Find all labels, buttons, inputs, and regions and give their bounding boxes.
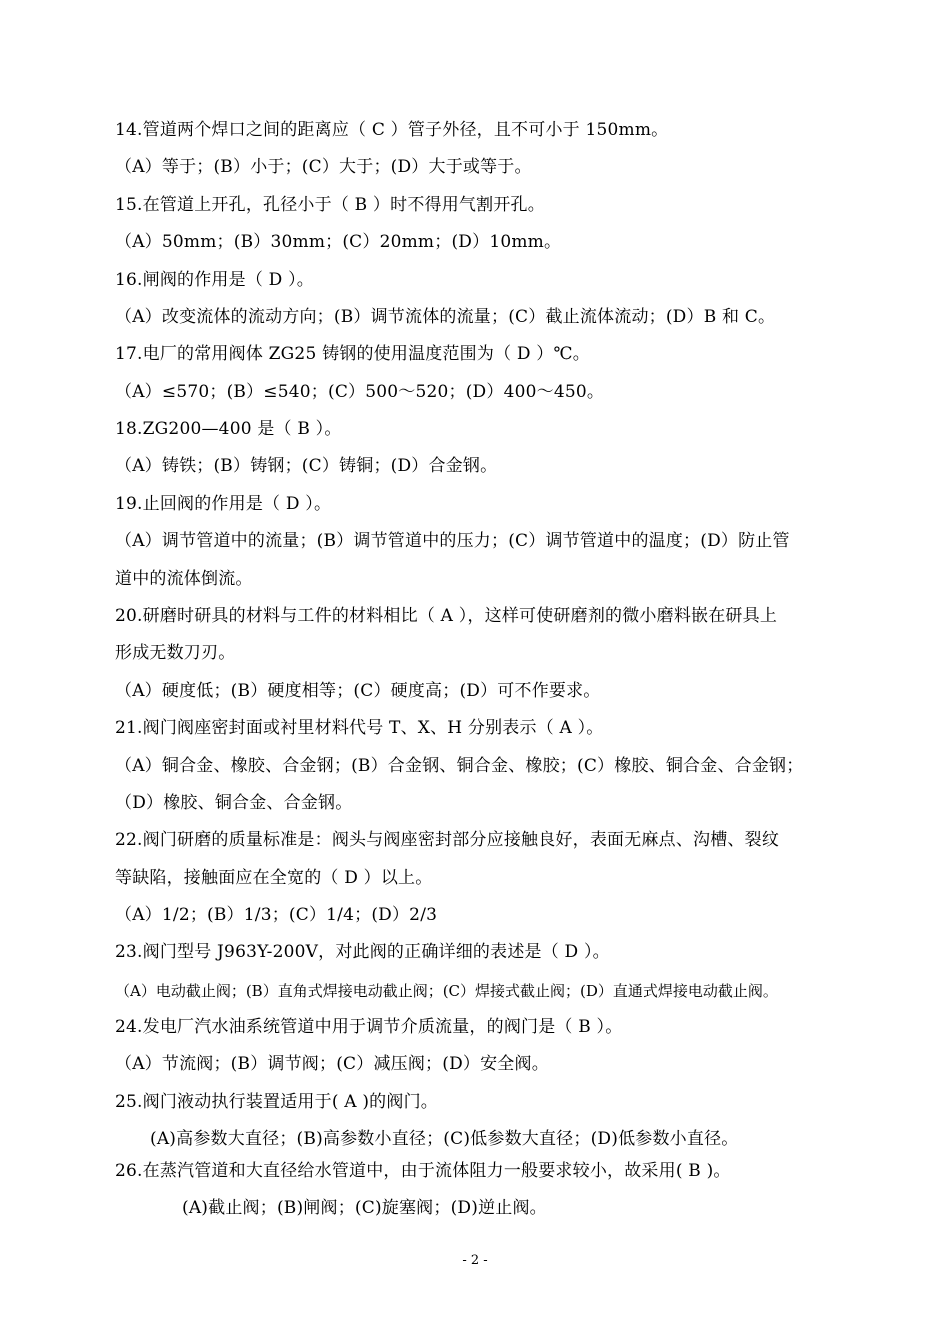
question-15: 15.在管道上开孔，孔径小于（ B ）时不得用气割开孔。 (115, 195, 545, 215)
options-16: （A）改变流体的流动方向；(B）调节流体的流量；(C）截止流体流动；(D）B 和 C。 (115, 307, 776, 327)
question-19: 19.止回阀的作用是（ D ）。 (115, 494, 332, 514)
options-24: （A）节流阀；(B）调节阀；(C）减压阀；(D）安全阀。 (115, 1054, 549, 1074)
page-number: - 2 - (462, 1253, 488, 1268)
question-16: 16.闸阀的作用是（ D ）。 (115, 270, 314, 290)
question-22-line2: 等缺陷，接触面应在全宽的（ D ）以上。 (115, 868, 433, 888)
options-15: （A）50mm；(B）30mm；(C）20mm；(D）10mm。 (115, 232, 562, 252)
options-18: （A）铸铁；(B）铸钢；(C）铸铜；(D）合金钢。 (115, 456, 498, 476)
options-19-line2: 道中的流体倒流。 (115, 569, 253, 589)
options-17: （A）≤570；(B）≤540；(C）500～520；(D）400～450。 (115, 382, 605, 402)
question-18: 18.ZG200—400 是（ B ）。 (115, 419, 342, 439)
question-17: 17.电厂的常用阀体 ZG25 铸钢的使用温度范围为（ D ）℃。 (115, 344, 590, 364)
options-22: （A）1/2；(B）1/3；(C）1/4；(D）2/3 (115, 905, 438, 925)
options-23: （A）电动截止阀；(B）直角式焊接电动截止阀；(C）焊接式截止阀；(D）直通式焊接电动截止阀。 (115, 982, 778, 1000)
question-23: 23.阀门型号 J963Y-200V，对此阀的正确详细的表述是（ D ）。 (115, 942, 610, 962)
options-25: (A)高参数大直径；(B)高参数小直径；(C)低参数大直径；(D)低参数小直径。 (150, 1129, 739, 1149)
question-22-line1: 22.阀门研磨的质量标准是：阀头与阀座密封部分应接触良好，表面无麻点、沟槽、裂纹 (115, 830, 780, 850)
question-24: 24.发电厂汽水油系统管道中用于调节介质流量，的阀门是（ B ）。 (115, 1017, 623, 1037)
question-14: 14.管道两个焊口之间的距离应（ C ）管子外径，且不可小于 150mm。 (115, 120, 669, 140)
options-20: （A）硬度低；(B）硬度相等；(C）硬度高；(D）可不作要求。 (115, 681, 601, 701)
question-20-line2: 形成无数刀刃。 (115, 643, 236, 663)
question-20-line1: 20.研磨时研具的材料与工件的材料相比（ A ），这样可使研磨剂的微小磨料嵌在研具上 (115, 606, 778, 626)
options-19-line1: （A）调节管道中的流量；(B）调节管道中的压力；(C）调节管道中的温度；(D）防止管 (115, 531, 790, 551)
options-21-line1: （A）铜合金、橡胶、合金钢；(B）合金钢、铜合金、橡胶；(C）橡胶、铜合金、合金钢； (115, 756, 804, 776)
options-26: (A)截止阀；(B)闸阀；(C)旋塞阀；(D)逆止阀。 (182, 1198, 547, 1218)
question-25: 25.阀门液动执行装置适用于( A )的阀门。 (115, 1092, 438, 1112)
question-21: 21.阀门阀座密封面或衬里材料代号 T、X、H 分别表示（ A ）。 (115, 718, 604, 738)
options-21-line2: （D）橡胶、铜合金、合金钢。 (115, 793, 353, 813)
question-26: 26.在蒸汽管道和大直径给水管道中，由于流体阻力一般要求较小，故采用( B )。 (115, 1161, 731, 1181)
options-14: （A）等于；(B）小于；(C）大于；(D）大于或等于。 (115, 157, 532, 177)
